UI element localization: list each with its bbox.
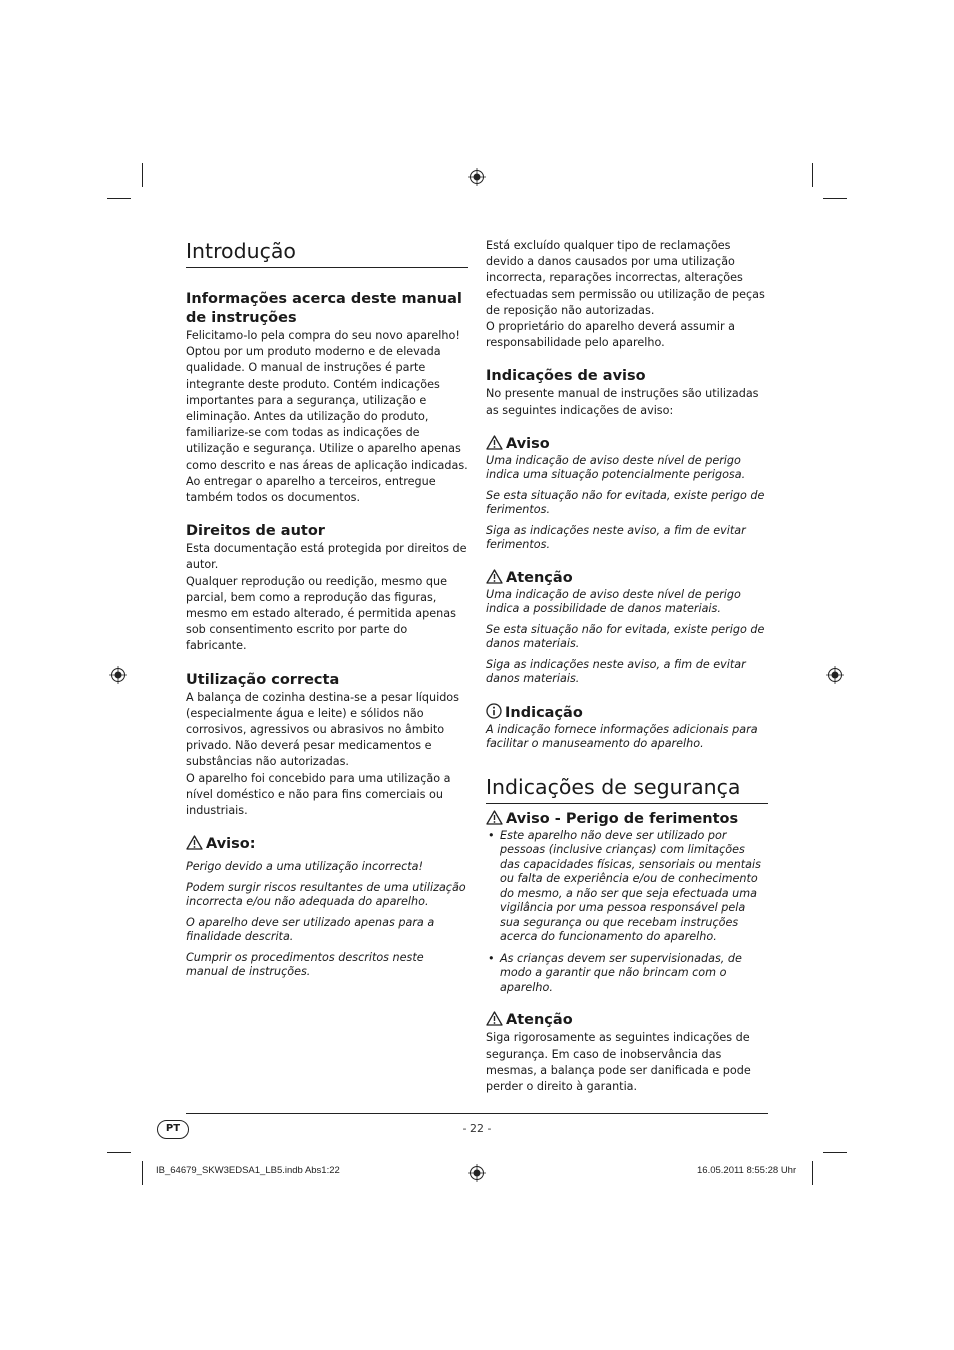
safety-warning-label: Aviso - Perigo de ferimentos: [506, 810, 739, 827]
warning-text-2: Podem surgir riscos resultantes de uma utilização incorrecta e/ou não adequada do aparelho.: [186, 880, 466, 909]
safety-caution-label: Atenção: [506, 1012, 573, 1029]
correct-use-text-1: A balança de cozinha destina-se a pesar líquidos (especialmente água e leite) e sólidos não corrosivos, agressivos ou abrasivos no âmbito privado. Não deverá pesar medicamentos e substâncias não autorizadas.: [186, 690, 459, 769]
notice-caution-text-2: Se esta situação não for evitada, existe perigo de danos materiais.: [486, 622, 765, 651]
print-file-slug: IB_64679_SKW3EDSA1_LB5.indb Abs1:22: [156, 1165, 340, 1176]
crop-mark: [823, 1152, 847, 1153]
crop-mark: [823, 198, 847, 199]
notice-caution-text-3: Siga as indicações neste aviso, a fim de evitar danos materiais.: [486, 657, 746, 686]
safety-section-title: Indicações de segurança: [486, 774, 768, 804]
section-heading-warning-notices: Indicações de aviso: [486, 368, 646, 385]
left-column: [186, 238, 468, 980]
notice-info-label: Indicação: [505, 704, 583, 721]
section-heading-manual-info: Informações acerca deste manual de instruções: [186, 291, 462, 326]
crop-mark: [812, 163, 813, 187]
liability-text-2: O proprietário do aparelho deverá assumir a responsabilidade pelo aparelho.: [486, 320, 735, 350]
warning-text-4: Cumprir os procedimentos descritos neste manual de instruções.: [186, 950, 424, 979]
registration-mark-icon: [826, 666, 844, 684]
crop-mark: [107, 1152, 131, 1153]
registration-mark-icon: [468, 1164, 486, 1182]
notice-heading-info: [486, 703, 768, 723]
crop-mark: [142, 1161, 143, 1185]
warning-triangle-icon: [186, 835, 203, 850]
notice-info-text: A indicação fornece informações adicionais para facilitar o manuseamento do aparelho.: [486, 722, 758, 751]
warning-triangle-icon: [486, 1011, 503, 1026]
notice-caution-label: Atenção: [506, 569, 573, 586]
crop-mark: [812, 1161, 813, 1185]
warning-triangle-icon: [486, 810, 503, 825]
notice-warning-text-2: Se esta situação não for evitada, existe perigo de ferimentos.: [486, 488, 765, 517]
crop-mark: [107, 198, 131, 199]
correct-use-text-2: O aparelho foi concebido para uma utilização a nível doméstico e não para fins comerciais ou industriais.: [186, 771, 451, 818]
safety-warning-heading: [486, 810, 768, 829]
section-heading-copyright: Direitos de autor: [186, 523, 325, 540]
manual-info-text: Felicitamo-lo pela compra do seu novo aparelho! Optou por um produto moderno e de elevada qualidade. O manual de instruções é parte integrante deste produto. Contém indicações importantes para a segurança, utilização e eliminação. Antes da utilização do produto, familiarize-se com todas as indicações de utilização e segurança. Utilize o aparelho apenas como descrito e nas áreas de aplicação indicadas. Ao entregar o aparelho a terceiros, entregue também todos os documentos.: [186, 329, 468, 505]
section-heading-warning: [186, 835, 468, 854]
page-title: Introdução: [186, 238, 468, 268]
warning-text-3: O aparelho deve ser utilizado apenas para a finalidade descrita.: [186, 915, 435, 944]
notice-warning-label: Aviso: [506, 435, 550, 452]
warning-notices-text: No presente manual de instruções são utilizadas as seguintes indicações de aviso:: [486, 387, 759, 417]
notice-heading-warning: [486, 435, 768, 454]
print-timestamp: 16.05.2011 8:55:28 Uhr: [697, 1165, 797, 1176]
warning-text-1: Perigo devido a uma utilização incorrecta!: [186, 860, 423, 874]
copyright-text-2: Qualquer reprodução ou reedição, mesmo que parcial, bem como a reprodução das figuras, mesmo em estado alterado, é permitida apenas sob consentimento escrito por parte do fabricante.: [186, 574, 456, 653]
registration-mark-icon: [468, 168, 486, 186]
notice-warning-text-3: Siga as indicações neste aviso, a fim de evitar ferimentos.: [486, 523, 746, 552]
safety-bullet-list: [486, 829, 768, 996]
info-circle-icon: [486, 703, 502, 719]
safety-caution-heading: [486, 1011, 768, 1030]
warning-triangle-icon: [486, 435, 503, 450]
page-number: - 22 -: [462, 1122, 492, 1135]
list-item: • As crianças devem ser supervisionadas, de modo a garantir que não brincam com o aparelho.: [486, 952, 768, 996]
warning-triangle-icon: [486, 569, 503, 584]
safety-caution-text: Siga rigorosamente as seguintes indicações de segurança. Em caso de inobservância das mesmas, a balança pode ser danificada e pode perder o direito à garantia.: [486, 1031, 751, 1093]
list-item: • Este aparelho não deve ser utilizado por pessoas (inclusive crianças) com limitações das capacidades físicas, sensoriais ou mentais ou falta de experiência e/ou de conhecimento do mesmo, a não ser que seja efectuada uma vigilância por uma pessoa responsável pela sua segurança ou que recebam instruções acerca do funcionamento do aparelho.: [486, 829, 768, 945]
crop-mark: [142, 163, 143, 187]
liability-text-1: Está excluído qualquer tipo de reclamações devido a danos causados por uma utilização incorrecta, reparações incorrectas, alterações efectuadas sem permissão ou utilização de peças de reposição não autorizadas.: [486, 239, 765, 317]
language-badge: PT: [157, 1120, 189, 1139]
right-column: [486, 238, 768, 1095]
copyright-text-1: Esta documentação está protegida por direitos de autor.: [186, 542, 467, 572]
notice-heading-caution: [486, 569, 768, 588]
warning-heading-label: Aviso:: [206, 836, 256, 853]
registration-mark-icon: [109, 666, 127, 684]
notice-caution-text-1: Uma indicação de aviso deste nível de perigo indica a possibilidade de danos materiais.: [486, 587, 741, 616]
footer-divider: [186, 1113, 768, 1114]
section-heading-correct-use: Utilização correcta: [186, 671, 340, 688]
notice-warning-text-1: Uma indicação de aviso deste nível de perigo indica uma situação potencialmente perigosa.: [486, 453, 746, 482]
